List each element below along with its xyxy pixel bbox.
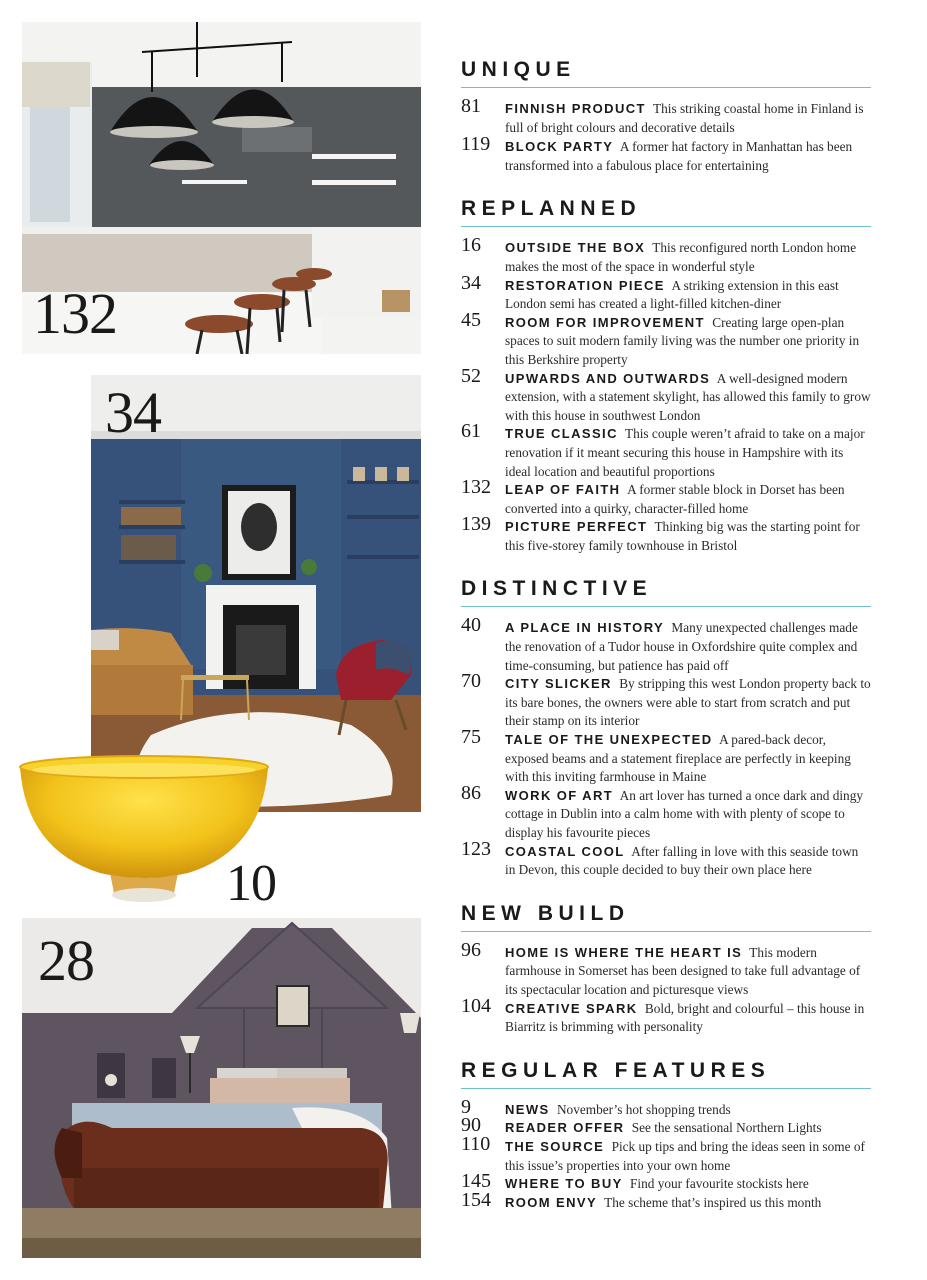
list-item (461, 1170, 871, 1194)
section-regular-features (461, 1059, 871, 1213)
entry-title: HOME IS WHERE THE HEART IS (505, 944, 743, 960)
entry-title: CREATIVE SPARK (505, 1000, 638, 1016)
entry-description: See the sensational Northern Lights (631, 1120, 822, 1136)
entry-title: FINNISH PRODUCT (505, 101, 646, 116)
entry-page-number: 75 (461, 726, 481, 749)
entry-description: The scheme that’s inspired us this month (604, 1194, 822, 1210)
entry-page-number: 139 (461, 513, 491, 536)
entry-page-number: 104 (461, 994, 491, 1017)
section-replanned (461, 197, 871, 555)
section-title: REGULAR FEATURES (461, 1059, 871, 1089)
entry-title: LEAP OF FAITH (505, 482, 621, 498)
entry-description: Creating large open-plan spaces to suit modern family living was the number one priority in this Berkshire property (505, 314, 860, 367)
entry-description: Pick up tips and bring the ideas seen in some of this issue’s properties into your own home (505, 1138, 865, 1173)
list-item (461, 1095, 871, 1120)
entry-description: A pared-back decor, exposed beams and a statement fireplace are perfectly in keeping with this inviting farmhouse in Maine (505, 732, 851, 785)
entry-description: This reconfigured north London home makes the most of the space in wonderful style (505, 240, 857, 274)
entry-page-number: 16 (461, 234, 481, 257)
list-item (461, 234, 871, 276)
entry-page-number: 81 (461, 95, 481, 117)
list-item (461, 1114, 871, 1138)
entry-title: RESTORATION PIECE (505, 277, 665, 293)
section-unique (461, 58, 871, 175)
entry-page-number: 154 (461, 1188, 491, 1211)
entry-description: By stripping this west London property back to its bare bones, the owners were able to start from scratch and put their stamp on its interior (505, 676, 871, 729)
entry-description: A former stable block in Dorset has been converted into a quirky, character-filled home (505, 482, 845, 516)
living-room-page-number: 34 (105, 380, 161, 445)
entry-title: READER OFFER (505, 1120, 625, 1136)
entry-title: COASTAL COOL (505, 843, 625, 859)
entry-title: THE SOURCE (505, 1138, 605, 1154)
bedroom-page-number: 28 (38, 928, 94, 993)
section-title: DISTINCTIVE (461, 577, 871, 607)
entry-title: UPWARDS AND OUTWARDS (505, 370, 711, 386)
entry-page-number: 52 (461, 364, 481, 387)
entry-page-number: 9 (461, 1095, 471, 1118)
entry-page-number: 123 (461, 837, 491, 860)
entry-page-number: 90 (461, 1114, 481, 1137)
entry-title: TRUE CLASSIC (505, 426, 618, 442)
section-title: REPLANNED (461, 197, 871, 227)
list-item (461, 670, 871, 731)
list-item (461, 364, 871, 426)
list-item (461, 308, 871, 370)
entry-description: This modern farmhouse in Somerset has been designed to take full advantage of its spectacular location and picturesque views (505, 944, 861, 997)
entry-title: BLOCK PARTY (505, 139, 614, 155)
entry-title: ROOM ENVY (505, 1194, 598, 1210)
entry-description: After falling in love with this seaside town in Devon, this couple decided to buy their own place here (505, 843, 859, 878)
entry-page-number: 40 (461, 614, 481, 637)
entry-description: This striking coastal home in Finland is full of bright colours and decorative details (505, 101, 864, 135)
list-item (461, 513, 871, 555)
entry-description: Find your favourite stockists here (630, 1176, 809, 1192)
list-item (461, 133, 871, 175)
list-item (461, 938, 871, 1000)
list-item (461, 837, 871, 880)
entry-description: A striking extension in this east London semi has created a light-filled kitchen-diner (505, 277, 839, 312)
entry-page-number: 34 (461, 271, 481, 294)
entry-page-number: 96 (461, 938, 481, 961)
list-item (461, 726, 871, 787)
entry-description: This couple weren’t afraid to take on a major renovation if it meant securing this house in Hampshire with its ideal location and beautiful proportions (505, 426, 865, 479)
entry-page-number: 70 (461, 670, 481, 693)
entry-title: NEWS (505, 1101, 550, 1117)
list-item (461, 614, 871, 675)
list-item (461, 781, 871, 843)
entry-title: WORK OF ART (505, 787, 614, 803)
list-item (461, 1188, 871, 1213)
section-new-build (461, 902, 871, 1037)
section-distinctive (461, 577, 871, 879)
entry-description: November’s hot shopping trends (556, 1101, 731, 1117)
list-item (461, 994, 871, 1037)
entry-description: An art lover has turned a once dark and dingy cottage in Dublin into a calm home with with plenty of scope to display his favourite pieces (505, 787, 863, 840)
list-item (461, 420, 871, 481)
entry-page-number: 145 (461, 1170, 491, 1193)
entry-page-number: 61 (461, 420, 481, 443)
entry-page-number: 45 (461, 308, 481, 331)
list-item (461, 476, 871, 518)
entry-description: A former hat factory in Manhattan has been transformed into a fabulous place for entertaining (505, 139, 853, 173)
list-item (461, 271, 871, 314)
entry-title: ROOM FOR IMPROVEMENT (505, 314, 705, 330)
entry-page-number: 86 (461, 781, 481, 804)
bowl-page-number: 10 (226, 855, 276, 912)
entry-page-number: 132 (461, 476, 491, 499)
section-title: NEW BUILD (461, 902, 871, 932)
list-item (461, 1132, 871, 1175)
entry-page-number: 110 (461, 1132, 491, 1155)
entry-title: PICTURE PERFECT (505, 519, 648, 535)
kitchen-page-number: 132 (33, 281, 117, 346)
entry-description: Thinking big was the starting point for this five-storey family townhouse in Bristol (505, 519, 860, 553)
section-title: UNIQUE (461, 58, 871, 88)
entry-description: A well-designed modern extension, with a statement skylight, has allowed this family to grow with this house in southwest London (505, 370, 871, 423)
entry-page-number: 119 (461, 133, 491, 156)
entry-title: TALE OF THE UNEXPECTED (505, 732, 713, 748)
list-item (461, 95, 871, 137)
entry-title: CITY SLICKER (505, 676, 612, 692)
table-of-contents (461, 58, 871, 1212)
entry-title: OUTSIDE THE BOX (505, 240, 646, 256)
entry-description: Many unexpected challenges made the renovation of a Tudor house in Oxfordshire quite complex and time-consuming, but patience has paid off (505, 620, 858, 673)
entry-description: Bold, bright and colourful – this house in Biarritz is brimming with personality (505, 1000, 865, 1035)
entry-title: A PLACE IN HISTORY (505, 620, 665, 636)
entry-title: WHERE TO BUY (505, 1176, 623, 1192)
